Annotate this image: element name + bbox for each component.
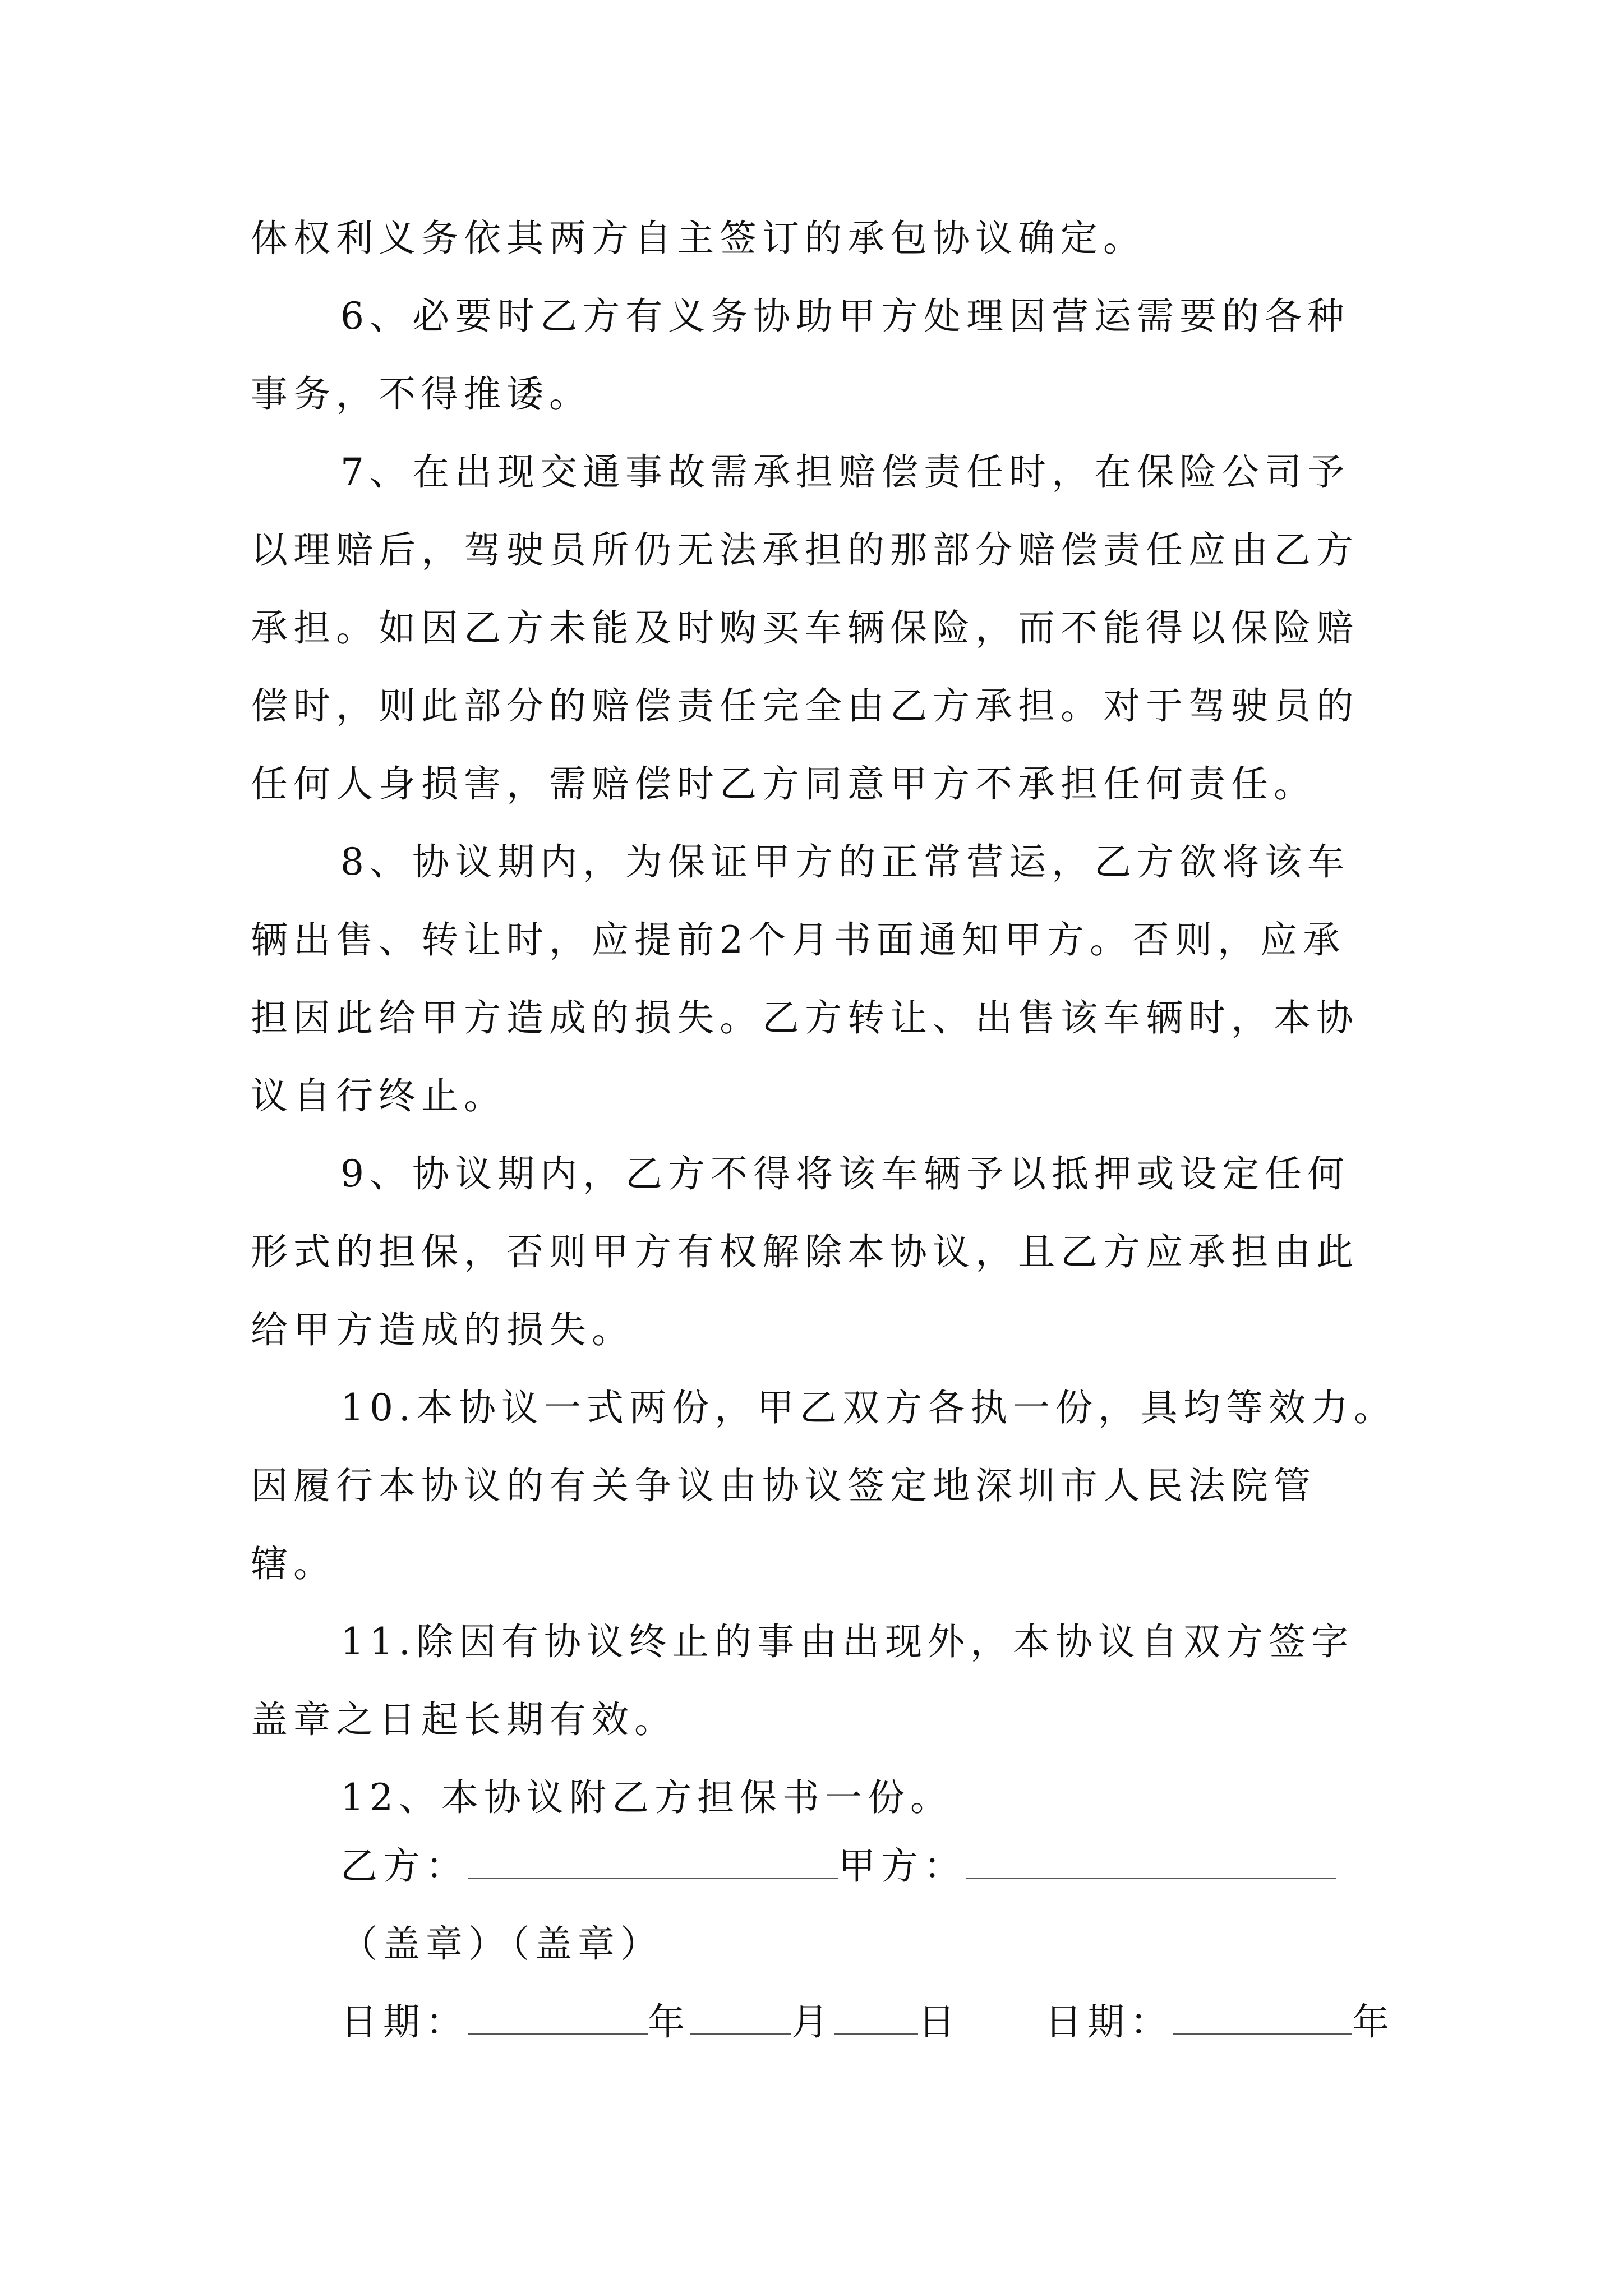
year-label-party-b: 年 bbox=[648, 2000, 690, 2044]
body-line-3: 事务，不得推诿。 bbox=[251, 372, 592, 416]
party-a-signature-field[interactable] bbox=[966, 1847, 1336, 1879]
date-label-party-b: 日期： bbox=[340, 2000, 468, 2044]
party-a-label: 甲方： bbox=[838, 1844, 966, 1888]
body-line-7: 偿时，则此部分的赔偿责任完全由乙方承担。对于驾驶员的 bbox=[251, 684, 1359, 728]
body-line-10: 辆出售、转让时，应提前2个月书面通知甲方。否则，应承 bbox=[251, 918, 1345, 961]
body-line-19: 11.除因有协议终止的事由出现外，本协议自双方签字 bbox=[340, 1620, 1354, 1663]
body-line-18: 辖。 bbox=[251, 1542, 336, 1585]
seal-text: （盖章）（盖章） bbox=[340, 1922, 663, 1966]
body-line-21: 12、本协议附乙方担保书一份。 bbox=[340, 1776, 953, 1819]
day-field-party-b[interactable] bbox=[834, 2003, 918, 2035]
party-b-label: 乙方： bbox=[340, 1844, 468, 1888]
year-label-party-a: 年 bbox=[1352, 2000, 1395, 2044]
body-line-6: 承担。如因乙方未能及时购买车辆保险，而不能得以保险赔 bbox=[251, 606, 1359, 650]
body-line-9: 8、协议期内，为保证甲方的正常营运，乙方欲将该车 bbox=[340, 840, 1350, 884]
body-line-12: 议自行终止。 bbox=[251, 1074, 506, 1117]
body-line-1: 体权利义务依其两方自主签订的承包协议确定。 bbox=[251, 217, 1146, 260]
body-line-14: 形式的担保，否则甲方有权解除本协议，且乙方应承担由此 bbox=[251, 1230, 1359, 1273]
body-line-15: 给甲方造成的损失。 bbox=[251, 1308, 634, 1351]
body-line-2: 6、必要时乙方有义务协助甲方处理因营运需要的各种 bbox=[340, 295, 1350, 338]
body-line-20: 盖章之日起长期有效。 bbox=[251, 1698, 677, 1741]
seal-row bbox=[340, 1914, 663, 1967]
body-line-11: 担因此给甲方造成的损失。乙方转让、出售该车辆时，本协 bbox=[251, 996, 1359, 1039]
month-label-party-b: 月 bbox=[791, 2000, 834, 2044]
year-field-party-a[interactable] bbox=[1173, 2003, 1352, 2035]
date-label-party-a: 日期： bbox=[1045, 2000, 1173, 2044]
party-b-signature-field[interactable] bbox=[468, 1847, 838, 1879]
body-line-5: 以理赔后，驾驶员所仍无法承担的那部分赔偿责任应由乙方 bbox=[251, 528, 1359, 572]
body-line-16: 10.本协议一式两份，甲乙双方各执一份，具均等效力。 bbox=[340, 1386, 1396, 1429]
body-line-17: 因履行本协议的有关争议由协议签定地深圳市人民法院管 bbox=[251, 1464, 1316, 1507]
day-label-party-b: 日 bbox=[918, 2000, 961, 2044]
body-line-13: 9、协议期内，乙方不得将该车辆予以抵押或设定任何 bbox=[340, 1152, 1350, 1195]
document-body bbox=[251, 199, 1396, 1837]
date-row bbox=[340, 1992, 1395, 2045]
signature-row bbox=[340, 1836, 1336, 1889]
body-line-8: 任何人身损害，需赔偿时乙方同意甲方不承担任何责任。 bbox=[251, 762, 1316, 806]
month-field-party-b[interactable] bbox=[690, 2003, 791, 2035]
body-line-4: 7、在出现交通事故需承担赔偿责任时，在保险公司予 bbox=[340, 450, 1350, 494]
year-field-party-b[interactable] bbox=[468, 2003, 648, 2035]
